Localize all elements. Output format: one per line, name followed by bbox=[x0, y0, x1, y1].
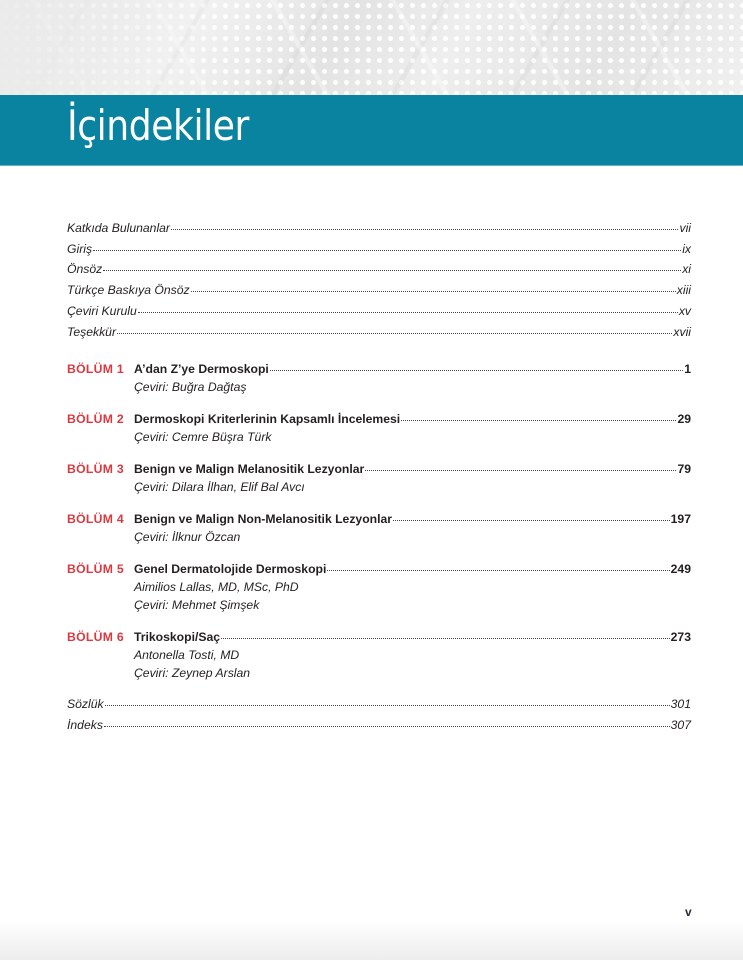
toc-entry[interactable] bbox=[67, 259, 691, 280]
chapter-entry[interactable] bbox=[67, 510, 691, 546]
leader-dots bbox=[103, 270, 681, 271]
chapter-entry[interactable] bbox=[67, 628, 691, 682]
chapter-title: Benign ve Malign Melanositik Lezyonlar bbox=[134, 462, 365, 477]
chapter-page: 1 bbox=[684, 362, 691, 377]
front-matter-list bbox=[67, 218, 691, 342]
chapter-title: Genel Dermatolojide Dermoskopi bbox=[134, 562, 327, 577]
chapter-entry[interactable] bbox=[67, 560, 691, 614]
toc-entry[interactable] bbox=[67, 218, 691, 239]
leader-dots bbox=[105, 705, 670, 706]
chapter-entry[interactable] bbox=[67, 460, 691, 496]
leader-dots bbox=[365, 470, 676, 471]
chapter-page: 273 bbox=[670, 630, 691, 645]
chapter-title: Dermoskopi Kriterlerinin Kapsamlı İncelemesi bbox=[134, 412, 401, 427]
chapter-page: 29 bbox=[677, 412, 691, 427]
chapter-credit: Çeviri: İlknur Özcan bbox=[134, 530, 241, 545]
decorative-dot-pattern bbox=[0, 0, 743, 95]
leader-dots bbox=[171, 229, 678, 230]
chapter-list bbox=[67, 360, 691, 682]
chapter-page: 249 bbox=[670, 562, 691, 577]
entry-label: Çeviri Kurulu bbox=[67, 303, 137, 318]
entry-label: Giriş bbox=[67, 241, 93, 256]
chapter-title: Trikoskopi/Saç bbox=[134, 630, 221, 645]
chapter-number: BÖLÜM 3 bbox=[67, 462, 124, 477]
bottom-shadow bbox=[0, 920, 743, 960]
chapter-author: Antonella Tosti, MD bbox=[134, 648, 240, 663]
back-matter-list bbox=[67, 694, 691, 735]
chapter-number: BÖLÜM 2 bbox=[67, 412, 124, 427]
entry-label: Türkçe Baskıya Önsöz bbox=[67, 283, 190, 298]
chapter-title: Benign ve Malign Non-Melanositik Lezyonlar bbox=[134, 512, 393, 527]
leader-dots bbox=[221, 638, 670, 639]
entry-label: İndeks bbox=[67, 717, 103, 732]
table-of-contents bbox=[67, 218, 691, 736]
chapter-number: BÖLÜM 5 bbox=[67, 562, 124, 577]
entry-page: 307 bbox=[670, 717, 691, 732]
page-number: v bbox=[685, 905, 692, 919]
chapter-number: BÖLÜM 6 bbox=[67, 630, 124, 645]
entry-page: xiii bbox=[676, 283, 691, 298]
entry-page: xvii bbox=[673, 324, 691, 339]
leader-dots bbox=[191, 291, 676, 292]
chapter-credit: Çeviri: Zeynep Arslan bbox=[134, 666, 251, 681]
leader-dots bbox=[117, 333, 672, 334]
entry-page: xv bbox=[678, 303, 691, 318]
entry-page: xi bbox=[682, 262, 691, 277]
chapter-author: Aimilios Lallas, MD, MSc, PhD bbox=[134, 580, 299, 595]
chapter-credit: Çeviri: Cemre Büşra Türk bbox=[134, 430, 272, 445]
entry-label: Sözlük bbox=[67, 697, 104, 712]
entry-page: vii bbox=[679, 221, 691, 235]
chapter-entry[interactable] bbox=[67, 360, 691, 396]
chapter-page: 197 bbox=[670, 512, 691, 527]
leader-dots bbox=[270, 370, 683, 371]
toc-entry[interactable] bbox=[67, 322, 691, 343]
leader-dots bbox=[138, 312, 678, 313]
chapter-number: BÖLÜM 4 bbox=[67, 512, 124, 527]
toc-entry[interactable] bbox=[67, 715, 691, 736]
entry-label: Katkıda Bulunanlar bbox=[67, 221, 170, 235]
leader-dots bbox=[401, 420, 676, 421]
chapter-credit: Çeviri: Buğra Dağtaş bbox=[134, 380, 247, 395]
entry-page: ix bbox=[682, 241, 691, 256]
chapter-entry[interactable] bbox=[67, 410, 691, 446]
entry-page: 301 bbox=[670, 697, 691, 712]
toc-entry[interactable] bbox=[67, 280, 691, 301]
chapter-title: A’dan Z’ye Dermoskopi bbox=[134, 362, 269, 377]
chapter-credit: Çeviri: Dilara İlhan, Elif Bal Avcı bbox=[134, 480, 305, 495]
leader-dots bbox=[393, 520, 670, 521]
page-title: İçindekiler bbox=[67, 101, 249, 150]
leader-dots bbox=[104, 726, 670, 727]
chapter-number: BÖLÜM 1 bbox=[67, 362, 124, 377]
title-band bbox=[0, 95, 743, 166]
chapter-credit: Çeviri: Mehmet Şimşek bbox=[134, 598, 260, 613]
leader-dots bbox=[93, 250, 681, 251]
toc-entry[interactable] bbox=[67, 301, 691, 322]
leader-dots bbox=[327, 570, 669, 571]
chapter-page: 79 bbox=[677, 462, 691, 477]
toc-entry[interactable] bbox=[67, 694, 691, 715]
entry-label: Teşekkür bbox=[67, 324, 116, 339]
toc-entry[interactable] bbox=[67, 239, 691, 260]
entry-label: Önsöz bbox=[67, 262, 103, 277]
